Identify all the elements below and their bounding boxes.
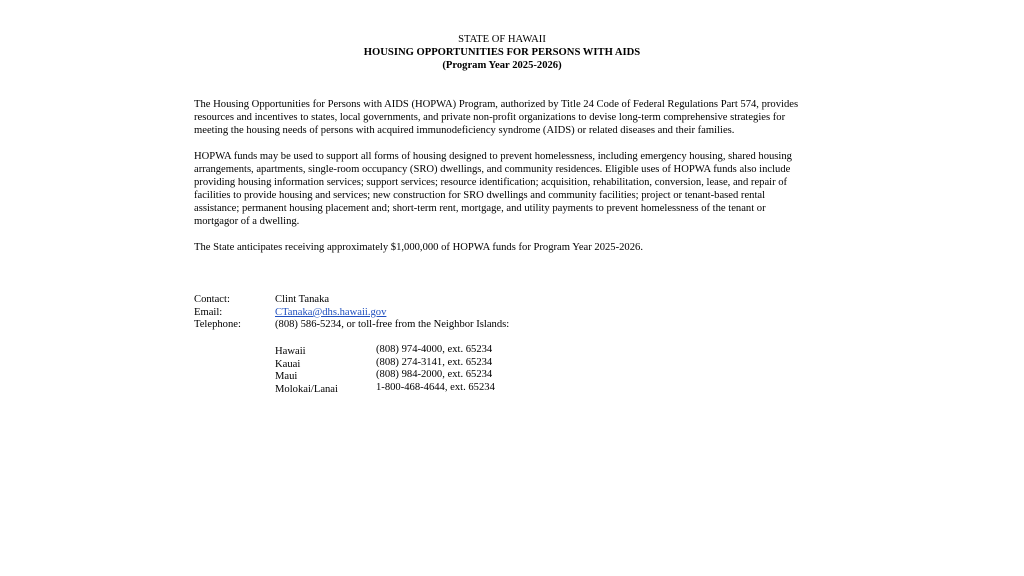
telephone-value: (808) 586-5234, or toll-free from the Neighbor Islands: <box>275 319 510 331</box>
email-link[interactable]: CTanaka@dhs.hawaii.gov <box>275 306 387 318</box>
paragraph-funding: The State anticipates receiving approximately $1,000,000 of HOPWA funds for Program Year 2025-2026. <box>194 242 643 253</box>
email-row <box>194 307 814 320</box>
header-program-year: (Program Year 2025-2026) <box>442 60 562 71</box>
document-body <box>194 98 809 267</box>
header-state: STATE OF HAWAII <box>458 34 546 45</box>
contact-name: Clint Tanaka <box>275 294 330 305</box>
telephone-row <box>194 319 814 332</box>
island-name: Maui <box>275 371 298 383</box>
island-name: Hawaii <box>275 346 306 357</box>
island-row <box>275 384 575 397</box>
island-name: Kauai <box>275 358 301 370</box>
island-phone: (808) 984-2000, ext. 65234 <box>376 369 493 381</box>
island-name: Molokai/Lanai <box>275 384 338 396</box>
paragraph-overview: The Housing Opportunities for Persons with AIDS (HOPWA) Program, authorized by Title 24 Code of Federal Regulations Part 574, provides resources and incentives to states, local governments, and private non-profit organizations to devise long-term comprehensive strategies for meeting the housing needs of persons with acquired immunodeficiency syndrome (AIDS) or related diseases and their families. <box>194 99 799 136</box>
island-phone-list <box>275 346 575 397</box>
island-phone: (808) 274-3141, ext. 65234 <box>376 356 493 368</box>
island-phone: 1-800-468-4644, ext. 65234 <box>376 382 495 394</box>
contact-block <box>194 294 814 332</box>
email-label: Email: <box>194 306 223 318</box>
island-phone: (808) 974-4000, ext. 65234 <box>376 344 493 355</box>
contact-label: Contact: <box>194 294 230 305</box>
contact-row <box>194 294 814 307</box>
telephone-label: Telephone: <box>194 319 241 331</box>
header-program-title: HOUSING OPPORTUNITIES FOR PERSONS WITH AIDS <box>363 47 641 58</box>
document-header <box>0 33 1004 72</box>
paragraph-eligible-uses: HOPWA funds may be used to support all forms of housing designed to prevent homelessness, including emergency housing, shared housing arrangements, apartments, single-room occupancy (SRO) dwellings, and community residences. Eligible uses of HOPWA funds also include providing housing information services; support services; resource identification; acquisition, rehabilitation, conversion, lease, and repair of facilities to provide housing and services; new construction for SRO dwellings and community facilities; project or tenant-based rental assistance; permanent housing placement and; short-term rent, mortgage, and utility payments to prevent homelessness of the tenant or mortgagor of a dwelling. <box>194 151 792 227</box>
